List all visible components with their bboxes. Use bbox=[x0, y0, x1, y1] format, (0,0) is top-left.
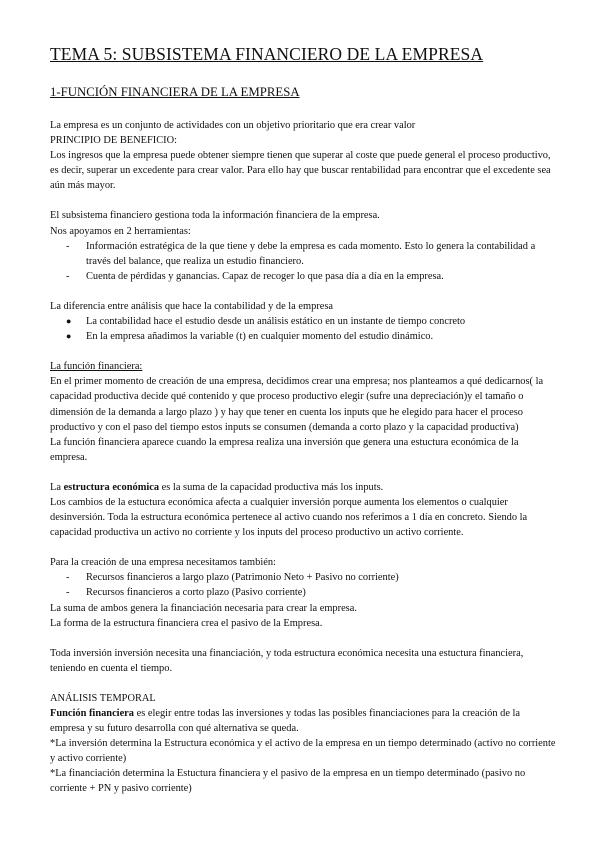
list-item: - Recursos financieros a largo plazo (Patrimonio Neto + Pasivo no corriente) bbox=[66, 572, 399, 584]
paragraph: *La inversión determina la Estructura económica y el activo de la empresa en un tiempo determinado (activo no corriente y activo corriente) bbox=[50, 738, 556, 765]
paragraph: La estructura económica es la suma de la capacidad productiva más los inputs. bbox=[50, 481, 384, 493]
bold-term: estructura económica bbox=[63, 481, 160, 493]
paragraph: Para la creación de una empresa necesitamos también: bbox=[50, 557, 276, 569]
list-item: ● En la empresa añadimos la variable (t) en cualquier momento del estudio dinámico. bbox=[66, 331, 434, 343]
section-heading: 1-FUNCIÓN FINANCIERA DE LA EMPRESA bbox=[50, 85, 300, 99]
subheading: ANÁLISIS TEMPORAL bbox=[50, 692, 156, 704]
paragraph: *La financiación determina la Estuctura financiera y el pasivo de la empresa en un tiempo determinado (pasivo no corriente + PN y pasivo corriente) bbox=[50, 768, 526, 795]
paragraph: El subsistema financiero gestiona toda la información financiera de la empresa. bbox=[50, 210, 380, 222]
differences-list bbox=[50, 314, 556, 344]
subheading: La función financiera: bbox=[50, 361, 143, 373]
paragraph: La diferencia entre análisis que hace la contabilidad y de la empresa bbox=[50, 300, 334, 312]
list-item: - Cuenta de pérdidas y ganancias. Capaz de recoger lo que pasa día a día en la empresa. bbox=[66, 270, 444, 282]
paragraph: Nos apoyamos en 2 herramientas: bbox=[50, 225, 191, 237]
list-item: ● La contabilidad hace el estudio desde un análisis estático en un instante de tiempo concreto bbox=[66, 316, 466, 328]
list-item: - Información estratégica de la que tiene y debe la empresa es cada momento. Esto lo genera la contabilidad a través del balance, que realiza un estudio financiero. bbox=[66, 240, 536, 267]
paragraph: La función financiera aparece cuando la empresa realiza una inversión que genera una estuctura económica de la empresa. bbox=[50, 436, 519, 463]
paragraph: Los ingresos que la empresa puede obtener siempre tienen que superar al coste que puede general el proceso productivo, es decir, superar un excedente para crear valor. Para ello hay que buscar rentabilidad para encontrar que el excedente sea aún más mayor. bbox=[50, 150, 551, 192]
paragraph: Función financiera es elegir entre todas las inversiones y todas las posibles financiaciones para la creación de la empresa y su futuro desarrolla con qué alternativa se queda. bbox=[50, 708, 521, 735]
resources-list bbox=[50, 570, 556, 600]
paragraph: La suma de ambos genera la financiación necesaria para crear la empresa. bbox=[50, 602, 357, 614]
list-item: - Recursos financieros a corto plazo (Pasivo corriente) bbox=[66, 587, 306, 599]
bold-term: Función financiera bbox=[50, 708, 134, 719]
page-title: TEMA 5: SUBSISTEMA FINANCIERO DE LA EMPRESA bbox=[50, 44, 484, 64]
paragraph: Toda inversión inversión necesita una financiación, y toda estructura económica necesita una estuctura financiera, teniendo en cuenta el tiempo. bbox=[50, 647, 524, 674]
paragraph: La forma de la estructura financiera crea el pasivo de la Empresa. bbox=[50, 617, 323, 629]
paragraph: Los cambios de la estuctura económica afecta a cualquier inversión porque aumenta los elementos o cualquier desinversión. Toda la estructura económica pertenece al activo cuando nos referimos a 1 día en concreto. Siendo la capacidad productiva un activo no corriente y los inputs del proceso productivo un activo corriente. bbox=[50, 496, 528, 539]
paragraph: En el primer momento de creación de una empresa, decidimos crear una empresa; nos planteamos a qué dedicarnos( la capacidad productiva decide qué contenido y que proceso productivo elegir (sufre una depreciación)y el tamaño o dimensión de la demanda a largo plazo ) y hay que tener en cuenta los inputs que he elegido para hacer el proceso productivo y con el paso del tiempo estos inputs se consumen (demanda a corto plazo y la capacidad productiva) bbox=[50, 376, 544, 433]
tools-list bbox=[50, 239, 556, 284]
paragraph: La empresa es un conjunto de actividades con un objetivo prioritario que era crear valor bbox=[50, 120, 416, 131]
paragraph: PRINCIPIO DE BENEFICIO: bbox=[50, 135, 178, 147]
